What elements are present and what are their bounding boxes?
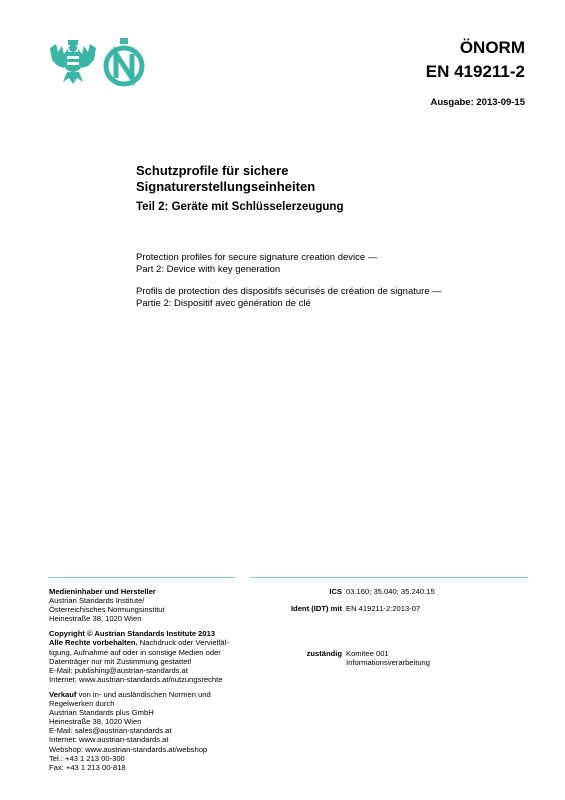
document-subtitle-de: Teil 2: Geräte mit Schlüsselerzeugung [136,201,344,213]
sales-company: Austrian Standards plus GmbH [49,708,154,718]
publisher-address: Heinestraße 38, 1020 Wien [49,614,142,624]
sales-webshop: Webshop: www.austrian-standards.at/webshop [49,744,208,754]
divider-right [250,577,528,578]
divider-left [49,577,235,578]
imprint-column [49,587,239,778]
sales-text: von in- und ausländischen Normen und [76,689,211,699]
title-fr-line-2: Partie 2: Dispositif avec génération de clé [136,298,311,309]
sales-block [49,690,239,772]
standard-number: EN 419211-2 [425,62,525,81]
responsible-value [346,649,530,667]
ics-value: 03.160; 35.040; 35.240.15 [346,587,435,596]
title-en-line-2: Part 2: Device with key generation [136,264,281,275]
sales-text: Regelwerken durch [49,699,115,709]
document-title-de [136,163,456,195]
sales-email: E-Mail: sales@austrian-standards.at [49,726,172,736]
rights-reserved: Alle Rechte vorbehalten. [49,638,138,648]
title-fr-line-1: Profils de protection des dispositifs sécurisés de création de signature — [136,286,442,297]
sales-address: Heinestraße 38, 1020 Wien [49,717,142,727]
copyright-text: Datenträger nur mit Zustimmung gestattet! [49,656,192,666]
logo-group [48,38,148,88]
sales-fax: Fax: +43 1 213 00-818 [49,762,126,772]
sales-internet: Internet: www.austrian-standards.at [49,735,169,745]
title-line-2: Signaturerstellungseinheiten [136,179,316,194]
ident-value: EN 419211-2:2013-07 [346,604,421,613]
ident-label: Ident (IDT) mit [290,604,342,613]
publisher-heading: Medieninhaber und Hersteller [49,587,156,596]
copyright-block [49,629,239,684]
committee: Komitee 001 [346,649,389,658]
edition-date: Ausgabe: 2013-09-15 [430,97,525,108]
copyright-heading: Copyright © Austrian Standards Institute 2013 [49,629,216,639]
committee-name: Informationsverarbeitung [346,658,430,668]
standard-name: ÖNORM [459,38,525,57]
publisher-line: Österreichisches Normungsinstitut [49,605,165,615]
publisher-line: Austrian Standards Institute/ [49,596,145,606]
title-fr [136,286,496,310]
copyright-text: Nachdruck oder Vervielfäl- [137,638,229,648]
copyright-text: tigung, Aufnahme auf oder in sonstige Medien oder [49,647,221,657]
responsible-label: zuständig [306,649,342,658]
publisher-block [49,587,239,623]
copyright-internet: Internet: www.austrian-standards.at/nutzungsrechte [49,674,223,684]
on-monogram-icon [106,38,142,84]
copyright-email: E-Mail: publishing@austrian-standards.at [49,665,188,675]
title-en [136,252,496,276]
sales-tel: Tel.: +43 1 213 00-300 [49,753,125,763]
ics-label: ICS [329,587,342,596]
title-en-line-1: Protection profiles for secure signature creation device — [136,252,378,263]
sales-lead: Verkauf [49,689,77,699]
title-line-1: Schutzprofile für sichere [136,163,289,178]
